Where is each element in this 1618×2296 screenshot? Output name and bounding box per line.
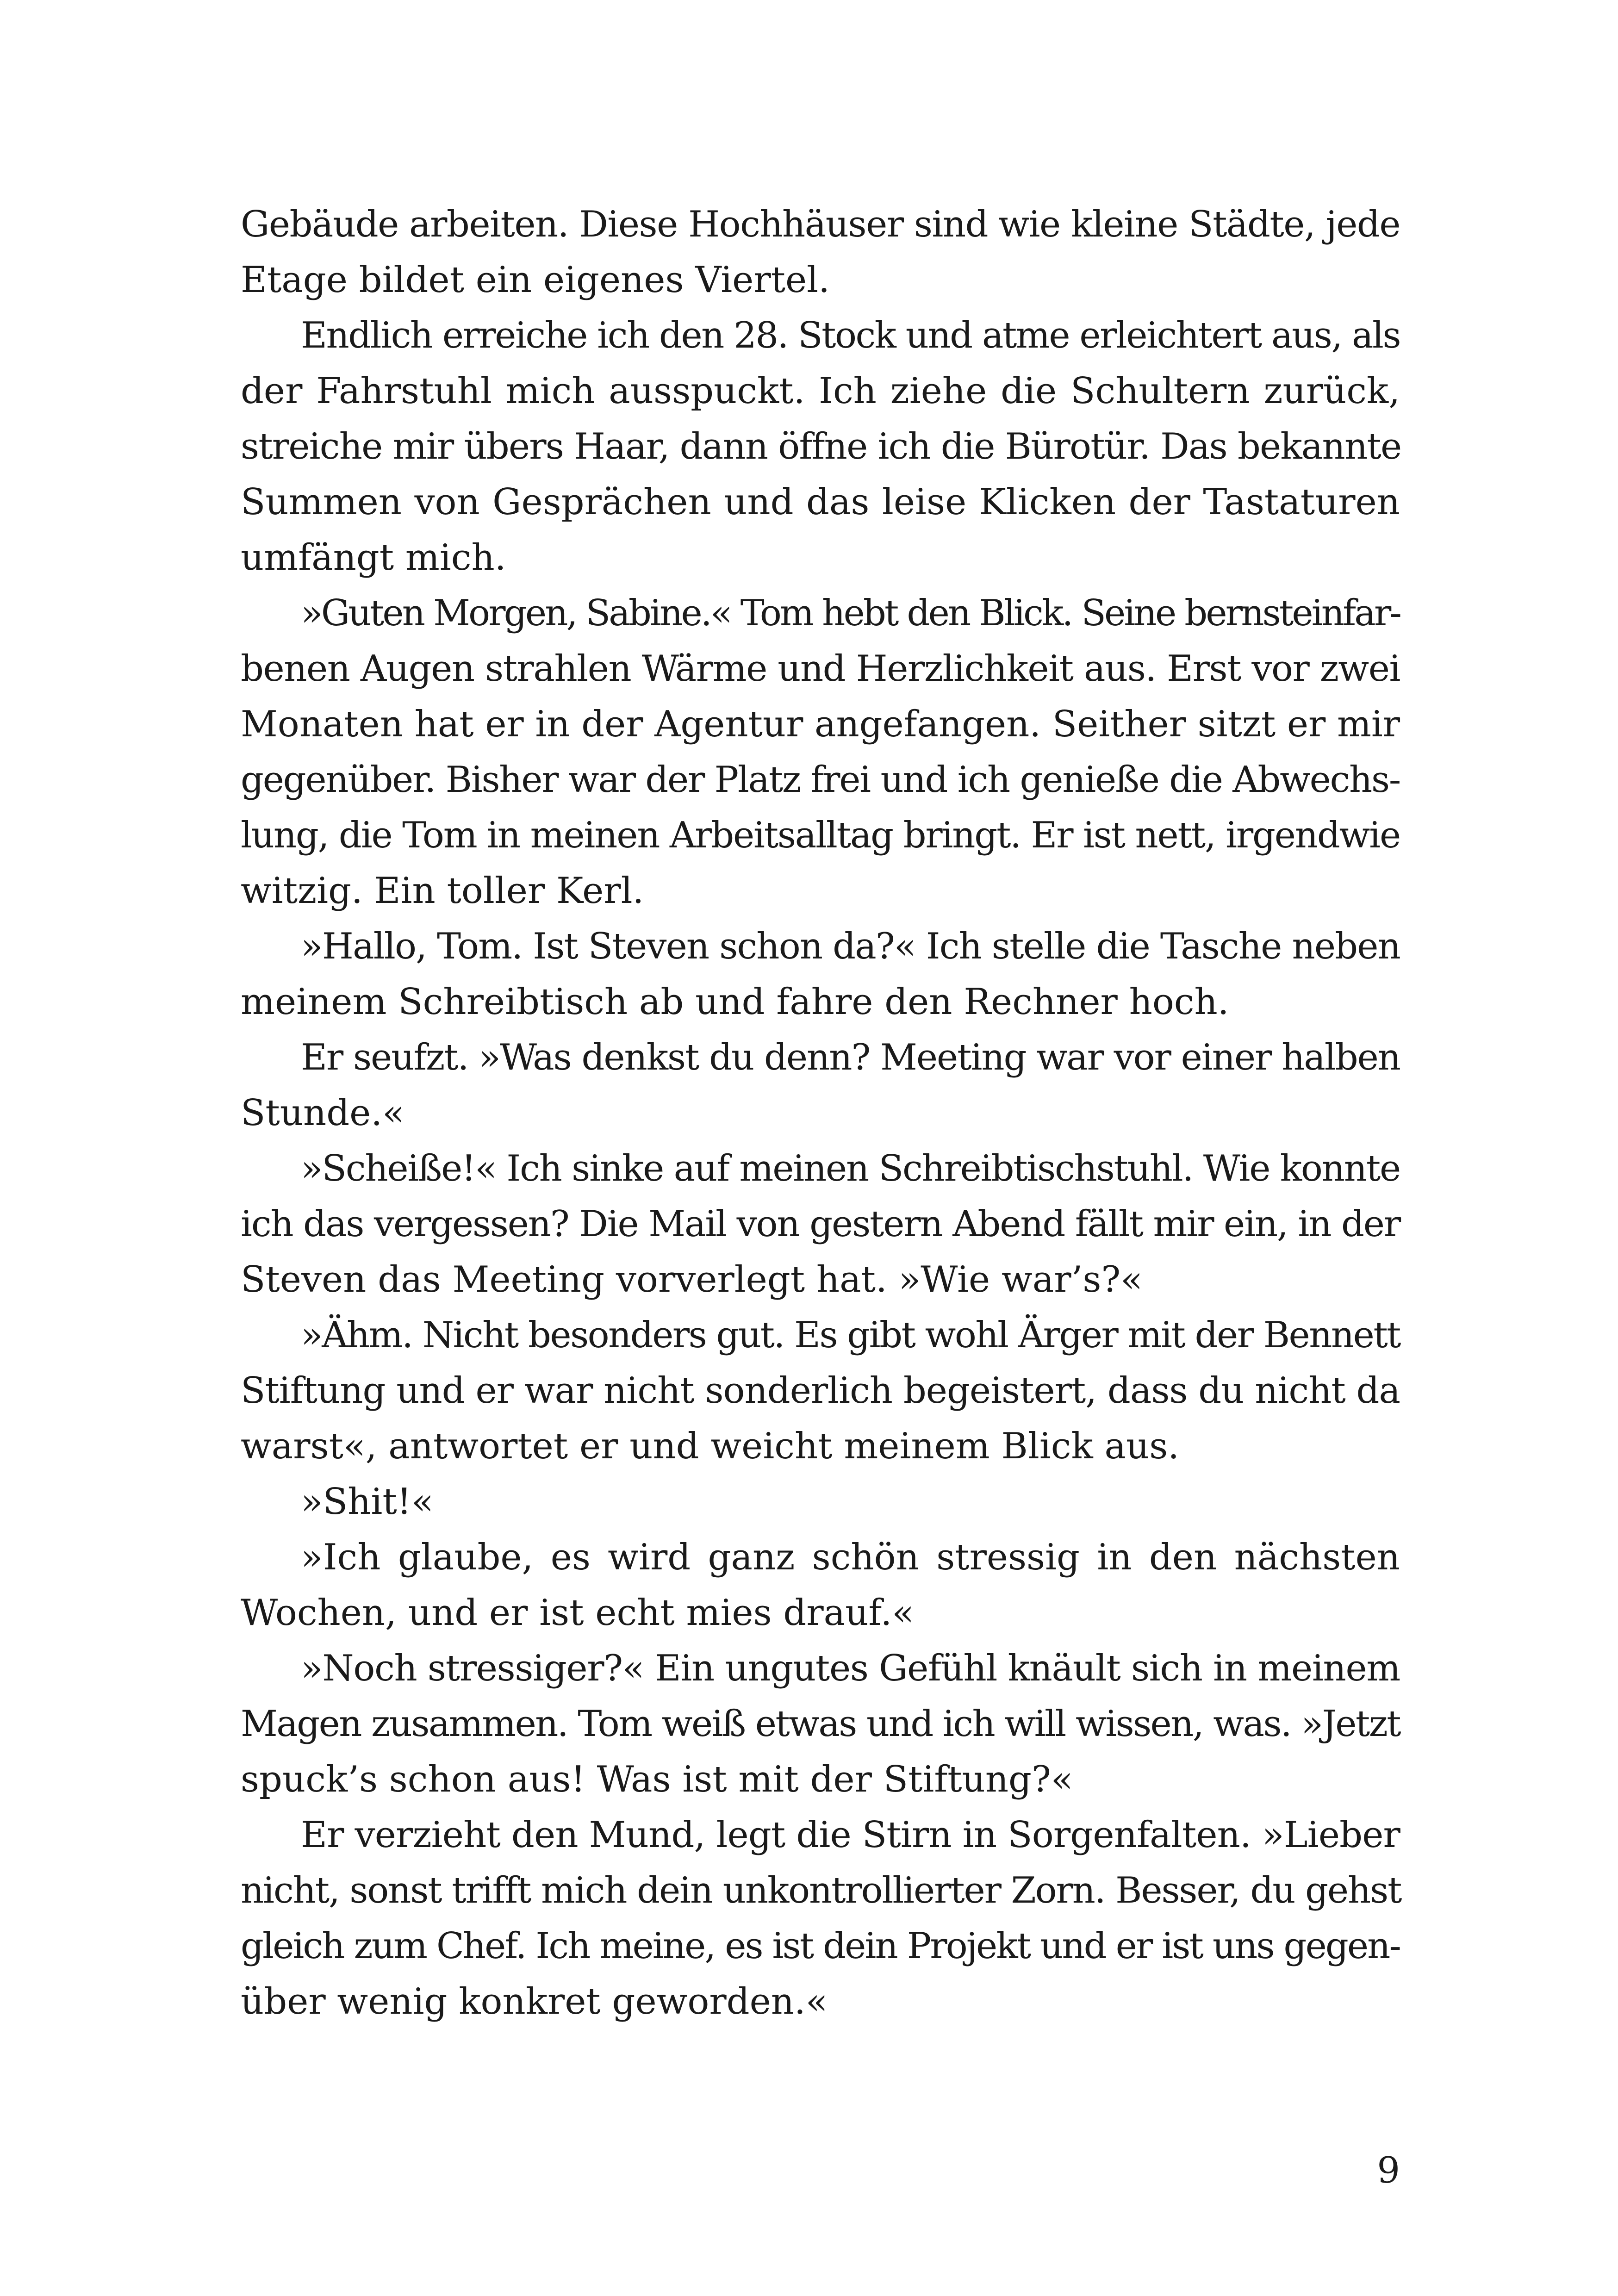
text-line: spuck’s schon aus! Was ist mit der Stiftung?« [241,1759,1073,1800]
text-line: lung, die Tom in meinen Arbeitsalltag bringt. Er ist nett, irgendwie [241,815,1400,856]
text-line: Summen von Gesprächen und das leise Klicken der Tastaturen [241,481,1400,523]
text-line: Stunde.« [241,1092,404,1134]
text-line: »Noch stressiger?« Ein ungutes Gefühl knäult sich in meinem [301,1648,1400,1689]
text-line: streiche mir übers Haar, dann öffne ich die Bürotür. Das bekannte [241,426,1401,467]
text-line: Er verzieht den Mund, legt die Stirn in Sorgenfalten. »Lieber [301,1814,1400,1856]
text-line: nicht, sonst trifft mich dein unkontrollierter Zorn. Besser, du gehst [241,1870,1401,1911]
text-line: Gebäude arbeiten. Diese Hochhäuser sind wie kleine Städte, jede [241,204,1400,245]
text-line: »Hallo, Tom. Ist Steven schon da?« Ich stelle die Tasche neben [301,926,1400,967]
text-line: Magen zusammen. Tom weiß etwas und ich will wissen, was. »Jetzt [241,1703,1400,1745]
text-line: benen Augen strahlen Wärme und Herzlichkeit aus. Erst vor zwei [241,648,1400,690]
text-line: Wochen, und er ist echt mies drauf.« [241,1592,914,1634]
text-line: ich das vergessen? Die Mail von gestern Abend fällt mir ein, in der [241,1203,1400,1245]
text-line: »Ich glaube, es wird ganz schön stressig in den nächsten [301,1537,1400,1578]
text-line: »Scheiße!« Ich sinke auf meinen Schreibtischstuhl. Wie konnte [301,1148,1400,1189]
text-line: gleich zum Chef. Ich meine, es ist dein Projekt und er ist uns gegen- [241,1925,1400,1967]
text-line: Monaten hat er in der Agentur angefangen. Seither sitzt er mir [241,703,1400,745]
body-text [241,197,1400,2029]
text-line: über wenig konkret geworden.« [241,1981,828,2022]
page-number: 9 [1377,2150,1400,2191]
text-line: der Fahrstuhl mich ausspuckt. Ich ziehe die Schultern zurück, [241,370,1400,412]
text-line: Er seufzt. »Was denkst du denn? Meeting war vor einer halben [301,1037,1400,1078]
text-line: Stiftung und er war nicht sonderlich begeistert, dass du nicht da [241,1370,1400,1412]
text-line: »Guten Morgen, Sabine.« Tom hebt den Blick. Seine bernsteinfar- [301,592,1400,634]
text-line: gegenüber. Bisher war der Platz frei und ich genieße die Abwechs- [241,759,1400,801]
text-line: meinem Schreibtisch ab und fahre den Rechner hoch. [241,981,1229,1023]
text-line: Steven das Meeting vorverlegt hat. »Wie war’s?« [241,1259,1143,1300]
text-line: Etage bildet ein eigenes Viertel. [241,259,830,301]
text-line: umfängt mich. [241,537,506,579]
text-line: »Shit!« [301,1481,434,1523]
text-line: witzig. Ein toller Kerl. [241,870,644,912]
text-line: Endlich erreiche ich den 28. Stock und atme erleichtert aus, als [301,315,1400,356]
text-line: warst«, antwortet er und weicht meinem Blick aus. [241,1425,1180,1467]
text-line: »Ähm. Nicht besonders gut. Es gibt wohl Ärger mit der Bennett [301,1314,1400,1356]
